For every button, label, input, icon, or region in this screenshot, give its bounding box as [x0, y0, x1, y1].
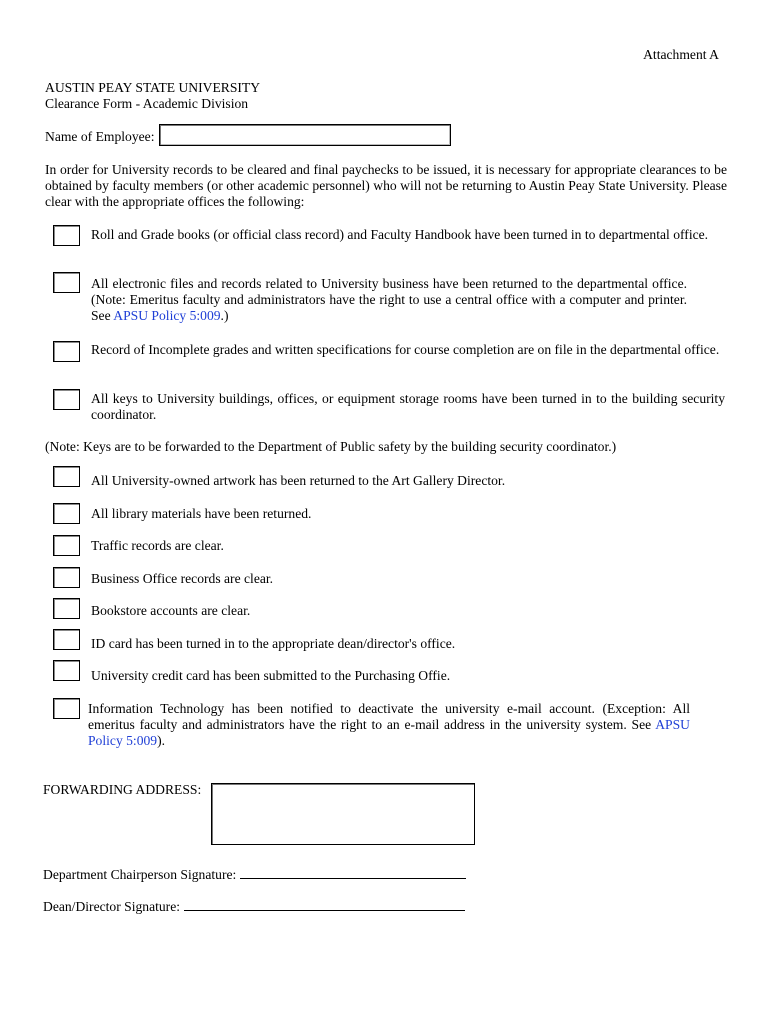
intro-paragraph: In order for University records to be cleared and final paychecks to be issued, it is necessary for appropriate clearances to be obtained by faculty members (or other academic personnel) who will not be returning to Austin Peay State University. Please clear with the appropriate offices the following: [45, 162, 727, 209]
item-keys: All keys to University buildings, offices, or equipment storage rooms have been turned in to the building security coordinator. [91, 391, 725, 422]
item-grade-books: Roll and Grade books (or official class record) and Faculty Handbook have been turned in to departmental office. [91, 227, 709, 242]
employee-name-label: Name of Employee: [45, 129, 155, 144]
item-artwork: All University-owned artwork has been returned to the Art Gallery Director. [91, 473, 506, 488]
checkbox-library[interactable] [53, 503, 80, 524]
checkbox-artwork[interactable] [53, 466, 80, 487]
attachment-label: Attachment A [643, 47, 719, 62]
employee-name-field[interactable] [159, 124, 451, 146]
checkbox-electronic-files[interactable] [53, 272, 80, 293]
item-id-card: ID card has been turned in to the appropriate dean/director's office. [91, 636, 456, 651]
checkbox-id-card[interactable] [53, 629, 80, 650]
checkbox-credit-card[interactable] [53, 660, 80, 681]
apsu-policy-link[interactable]: APSU Policy 5:009 [88, 717, 690, 748]
item-electronic-files: All electronic files and records related to University business have been returned to the departmental office. (Note: Emeritus faculty and administrators have the right to use a central office with a computer and printer. See APSU Policy 5:009.) [91, 276, 687, 323]
keys-note: (Note: Keys are to be forwarded to the Department of Public safety by the building security coordinator.) [45, 439, 617, 454]
chair-signature-row [43, 865, 466, 883]
item-credit-card: University credit card has been submitted to the Purchasing Offie. [91, 668, 451, 683]
item-bookstore: Bookstore accounts are clear. [91, 603, 251, 618]
forwarding-address-field[interactable] [211, 783, 475, 845]
checkbox-grade-books[interactable] [53, 225, 80, 246]
apsu-policy-link[interactable]: APSU Policy 5:009 [113, 308, 221, 323]
checkbox-keys[interactable] [53, 389, 80, 410]
form-title: Clearance Form - Academic Division [45, 96, 249, 111]
item-incomplete-grades: Record of Incomplete grades and written specifications for course completion are on file in the departmental office. [91, 342, 720, 357]
chair-signature-label: Department Chairperson Signature: [43, 867, 237, 882]
checkbox-traffic[interactable] [53, 535, 80, 556]
item-it-email: Information Technology has been notified to deactivate the university e-mail account. (Exception: All emeritus faculty and administrators have the right to an e-mail address in the university system. See APSU Policy 5:009). [88, 701, 690, 748]
university-name: AUSTIN PEAY STATE UNIVERSITY [45, 80, 261, 95]
checkbox-bookstore[interactable] [53, 598, 80, 619]
item-library: All library materials have been returned. [91, 506, 312, 521]
dean-signature-line[interactable] [184, 897, 465, 911]
dean-signature-label: Dean/Director Signature: [43, 899, 181, 914]
checkbox-business-office[interactable] [53, 567, 80, 588]
forwarding-address-label: FORWARDING ADDRESS: [43, 782, 202, 797]
item-traffic: Traffic records are clear. [91, 538, 224, 553]
checkbox-incomplete-grades[interactable] [53, 341, 80, 362]
dean-signature-row [43, 897, 465, 915]
chair-signature-line[interactable] [240, 865, 466, 879]
checkbox-it-email[interactable] [53, 698, 80, 719]
item-business-office: Business Office records are clear. [91, 571, 274, 586]
